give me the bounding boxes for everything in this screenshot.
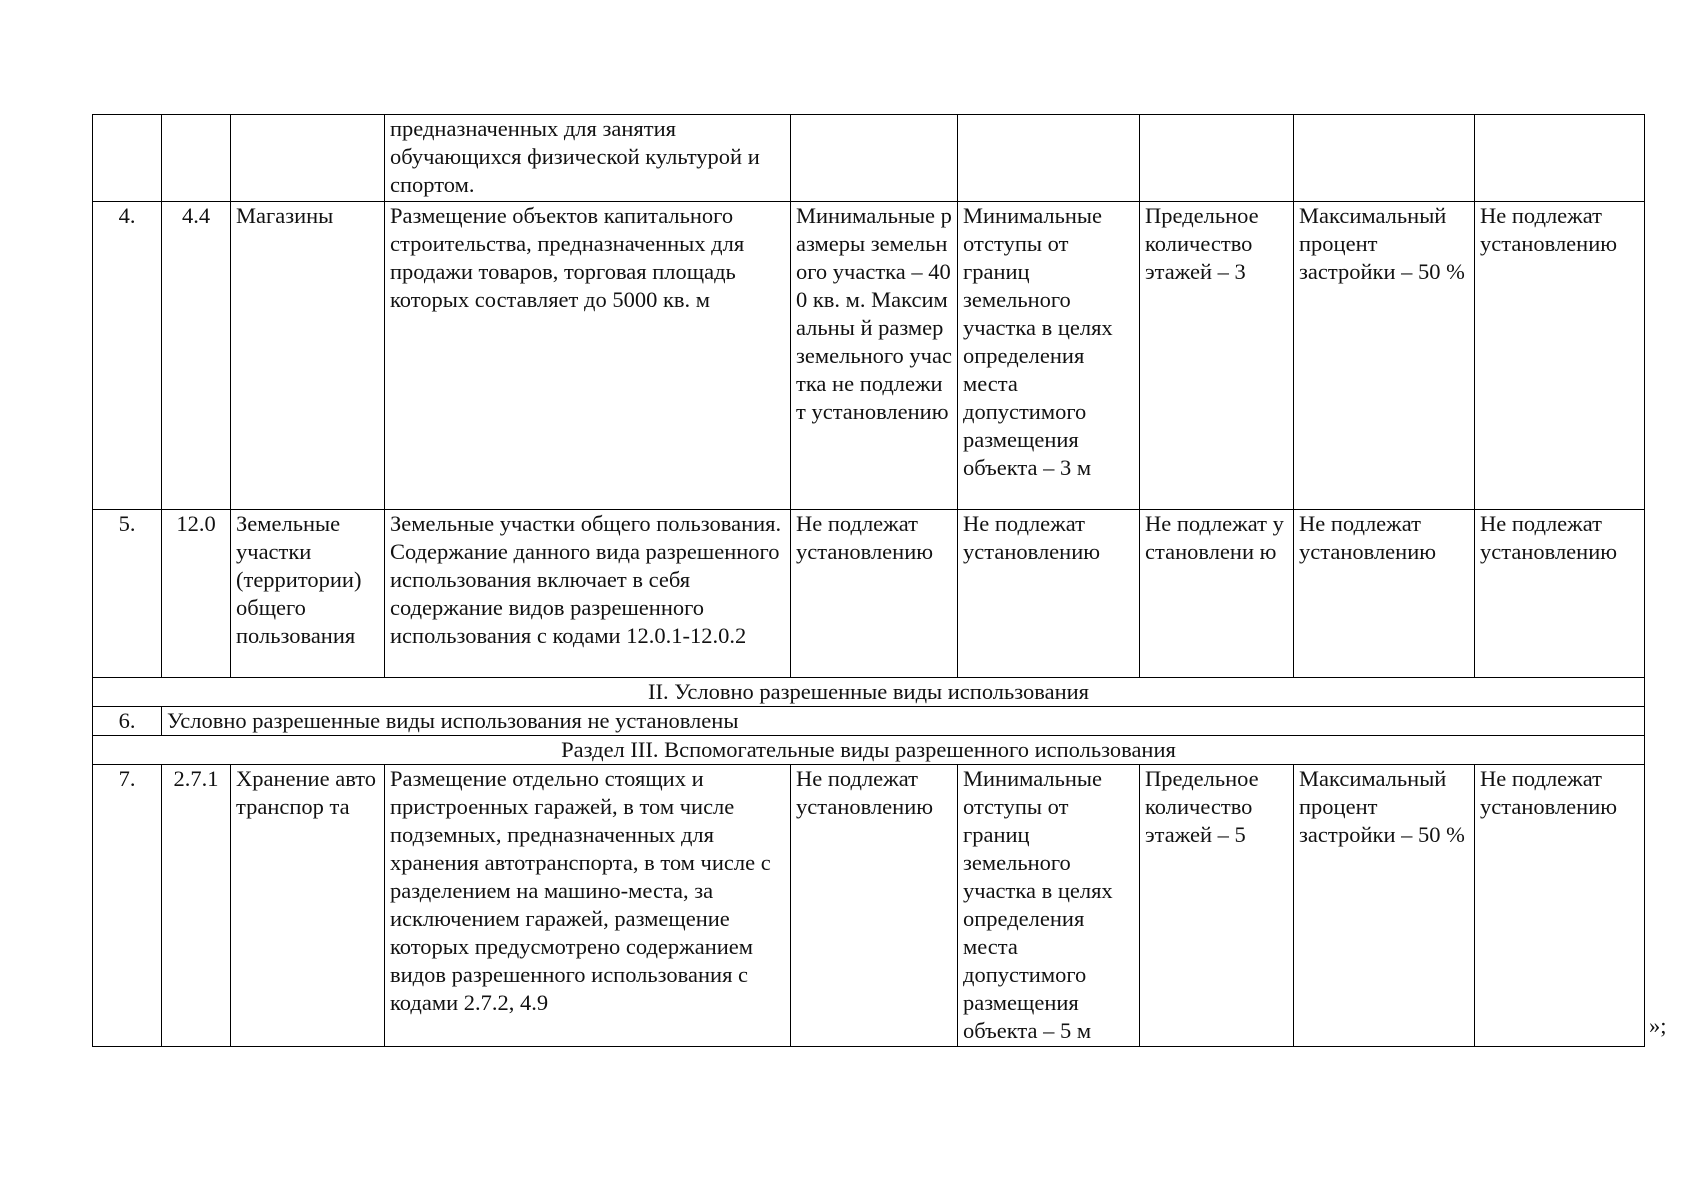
plot-size-limits: Не подлежат установлению [791, 765, 958, 1047]
coverage-limits: Не подлежат установлению [1294, 510, 1475, 678]
coverage-limits: Максимальный процент застройки – 50 % [1294, 202, 1475, 510]
use-name: Хранение автотранспор та [231, 765, 385, 1047]
coverage-limits: Максимальный процент застройки – 50 % [1294, 765, 1475, 1047]
plot-size-limits: Минимальные размеры земельного участка – 400 кв. м. Максимальны й размер земельного участка не подлежит установлению [791, 202, 958, 510]
table-row [93, 202, 1645, 510]
row-number: 5. [93, 510, 162, 678]
closing-quote-mark: »; [1649, 1013, 1667, 1038]
table-row [93, 707, 1645, 736]
row-number: 4. [93, 202, 162, 510]
use-description: Размещение объектов капитального строительства, предназначенных для продажи товаров, торговая площадь которых составляет до 5000 кв. м [385, 202, 791, 510]
use-description: Земельные участки общего пользования. Содержание данного вида разрешенного использования включает в себя содержание видов разрешенного использования с кодами 12.0.1-12.0.2 [385, 510, 791, 678]
floor-limits [1140, 115, 1294, 202]
row-note: Условно разрешенные виды использования не установлены [162, 707, 1645, 736]
use-description: предназначенных для занятия обучающихся физической культурой и спортом. [385, 115, 791, 202]
setback-limits: Минимальные отступы от границ земельного участка в целях определения места допустимого размещения объекта – 3 м [958, 202, 1140, 510]
table-row [93, 510, 1645, 678]
section-heading-row [93, 678, 1645, 707]
other-limits: Не подлежат установлению [1475, 202, 1645, 510]
use-code: 4.4 [162, 202, 231, 510]
section-heading-row [93, 736, 1645, 765]
row-number: 7. [93, 765, 162, 1047]
section-heading: Раздел III. Вспомогательные виды разрешенного использования [93, 736, 1645, 765]
use-description: Размещение отдельно стоящих и пристроенных гаражей, в том числе подземных, предназначенных для хранения автотранспорта, в том числе с разделением на машино-места, за исключением гаражей, размещение которых предусмотрено содержанием видов разрешенного использования с кодами 2.7.2, 4.9 [385, 765, 791, 1047]
use-code [162, 115, 231, 202]
use-name [231, 115, 385, 202]
coverage-limits [1294, 115, 1475, 202]
setback-limits [958, 115, 1140, 202]
table-row [93, 765, 1645, 1047]
floor-limits: Предельное количество этажей – 5 [1140, 765, 1294, 1047]
section-heading: II. Условно разрешенные виды использования [93, 678, 1645, 707]
plot-size-limits [791, 115, 958, 202]
use-code: 12.0 [162, 510, 231, 678]
use-name: Магазины [231, 202, 385, 510]
floor-limits: Предельное количество этажей – 3 [1140, 202, 1294, 510]
use-code: 2.7.1 [162, 765, 231, 1047]
row-number: 6. [93, 707, 162, 736]
floor-limits: Не подлежат установлени ю [1140, 510, 1294, 678]
setback-limits: Минимальные отступы от границ земельного участка в целях определения места допустимого размещения объекта – 5 м [958, 765, 1140, 1047]
other-limits: Не подлежат установлению [1475, 765, 1645, 1047]
use-name: Земельные участки (территории) общего пользования [231, 510, 385, 678]
other-limits [1475, 115, 1645, 202]
plot-size-limits: Не подлежат установлению [791, 510, 958, 678]
setback-limits: Не подлежат установлению [958, 510, 1140, 678]
row-number [93, 115, 162, 202]
other-limits: Не подлежат установлению [1475, 510, 1645, 678]
table-row [93, 115, 1645, 202]
zoning-regulations-table [92, 114, 1645, 1047]
